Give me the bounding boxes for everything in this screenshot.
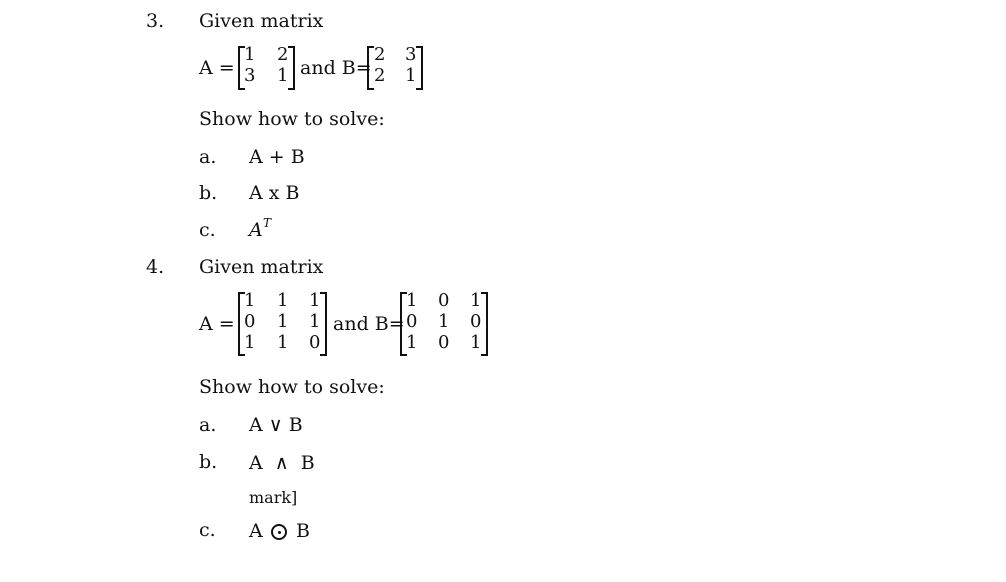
matrix-cell: 0 (309, 332, 321, 353)
item-expression: A ∧ B (249, 452, 315, 474)
right-bracket (416, 46, 423, 90)
item-letter: c. (199, 219, 216, 241)
question-number: 4. (146, 256, 165, 278)
matrix-cell: 1 (277, 290, 289, 311)
odot-operator-icon (271, 524, 287, 540)
matrix-cell: 0 (470, 311, 482, 332)
matrix-cell: 1 (277, 65, 289, 86)
and-b-label: and B= (333, 313, 405, 335)
matrix-a-label: A = (199, 313, 235, 335)
matrix-cell: 1 (406, 290, 418, 311)
matrix-cell: 1 (244, 332, 256, 353)
matrix-cell: 1 (470, 290, 482, 311)
question-title: Given matrix (199, 256, 324, 278)
matrix-cell: 1 (244, 290, 256, 311)
matrix-cell: 1 (277, 332, 289, 353)
mark-note: mark] (249, 488, 298, 507)
matrix-cell: 1 (406, 332, 418, 353)
matrix-cell: 1 (244, 44, 256, 65)
superscript-t: T (263, 216, 272, 230)
matrix-cell: 0 (244, 311, 256, 332)
item-expression-left: A (249, 520, 263, 542)
item-expression-right: B (296, 520, 310, 542)
matrix-cell: 2 (277, 44, 289, 65)
matrix-a-label: A = (199, 57, 235, 79)
matrix-cell: 3 (405, 44, 417, 65)
item-expression: A x B (249, 182, 300, 204)
matrix-cell: 2 (374, 44, 386, 65)
item-letter: c. (199, 519, 216, 541)
right-bracket (320, 292, 327, 356)
item-letter: a. (199, 414, 217, 436)
item-expression: A ∨ B (249, 414, 303, 436)
item-expression: A (249, 219, 263, 241)
matrix-cell: 1 (309, 290, 321, 311)
matrix-cell: 2 (374, 65, 386, 86)
question-title: Given matrix (199, 10, 324, 32)
matrix-cell: 1 (405, 65, 417, 86)
instruction-text: Show how to solve: (199, 108, 385, 130)
left-bracket (367, 46, 374, 90)
right-bracket (288, 46, 295, 90)
item-letter: b. (199, 451, 218, 473)
matrix-cell: 1 (438, 311, 450, 332)
matrix-cell: 0 (438, 332, 450, 353)
matrix-cell: 1 (309, 311, 321, 332)
matrix-cell: 1 (277, 311, 289, 332)
item-letter: a. (199, 146, 217, 168)
question-number: 3. (146, 10, 165, 32)
item-letter: b. (199, 182, 218, 204)
item-expression: A + B (249, 146, 305, 168)
matrix-cell: 0 (438, 290, 450, 311)
instruction-text: Show how to solve: (199, 376, 385, 398)
and-b-label: and B= (300, 57, 372, 79)
matrix-cell: 3 (244, 65, 256, 86)
right-bracket (481, 292, 488, 356)
matrix-cell: 1 (470, 332, 482, 353)
matrix-cell: 0 (406, 311, 418, 332)
